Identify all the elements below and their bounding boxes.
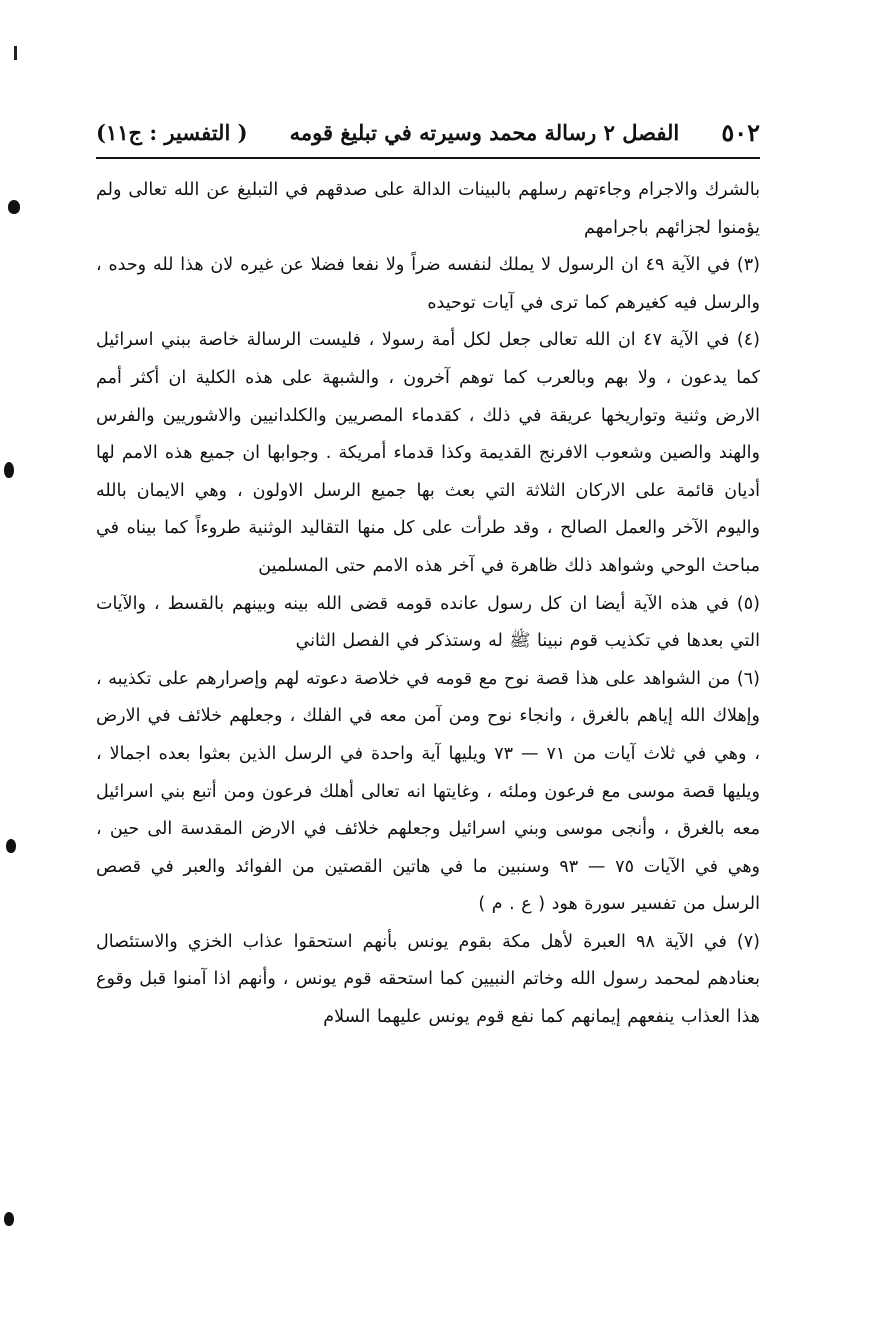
paragraph-4: (٤) في الآية ٤٧ ان الله تعالى جعل لكل أمة رسولا ، فليست الرسالة خاصة ببني اسرائيل كما يدعون ، ولا بهم وبالعرب كما توهم آخرون ، والشبهة على هذه الكلية ان أكثر أمم الارض وثنية وتواريخها عريقة في ذلك ، كقدماء المصريين والكلدانيين والاشوريين والفرس والهند والصين وشعوب الافرنج القديمة وكذا قدماء أمريكة . وجوابها ان جميع هذه الامم لها أديان قائمة على الاركان الثلاثة التي بعث بها جميع الرسل الاولون ، وهي الايمان بالله واليوم الآخر والعمل الصالح ، وقد طرأت على كل منها التقاليد الوثنية طروءاً كما بيناه في مباحث الوحي وشواهد ذلك ظاهرة في آخر هذه الامم حتى المسلمين [96,330,760,576]
running-header [96,112,760,152]
paragraph-7: (٧) في الآية ٩٨ العبرة لأهل مكة بقوم يونس بأنهم استحقوا عذاب الخزي والاستئصال بعنادهم لمحمد رسول الله وخاتم النبيين كما استحقه قوم يونس ، وأنهم اذا آمنوا قبل وقوع هذا العذاب ينفعهم إيمانهم كما نفع قوم يونس عليهما السلام [96,931,760,1028]
binding-hole-mark [4,1212,14,1226]
chapter-title: الفصل ٢ رسالة محمد وسيرته في تبليغ قومه [289,119,680,145]
binding-hole-mark [8,200,20,214]
margin-mark [14,46,17,60]
binding-hole-mark [6,839,16,853]
binding-hole-mark [4,462,14,478]
volume-label: ( التفسير : ج١١) [96,119,248,145]
paragraph-intro: بالشرك والاجرام وجاءتهم رسلهم بالبينات الدالة على صدقهم في التبليغ عن الله تعالى ولم يؤمنوا لجزائهم باجرامهم [96,180,760,238]
paragraph-6: (٦) من الشواهد على هذا قصة نوح مع قومه في خلاصة دعوته لهم وإصرارهم على تكذيبه ، وإهلاك الله إياهم بالغرق ، وانجاء نوح ومن آمن معه في الفلك ، وجعلهم خلائف في الارض ، وهي في ثلاث آيات من ٧١ — ٧٣ ويليها آية واحدة في الرسل الذين بعثوا بعده اجمالا ، ويليها قصة موسى مع فرعون وملئه ، وغايتها انه تعالى أهلك فرعون ومن أتبع بني اسرائيل معه بالغرق ، وأنجى موسى وبني اسرائيل وجعلهم خلائف في الارض المقدسة الى حين ، وهي في الآيات ٧٥ — ٩٣ وسنبين ما في هاتين القصتين من الفوائد والعبر في قصص الرسل من تفسير سورة هود ( ع . م ) [96,668,761,915]
header-rule [96,157,760,159]
paragraph-5: (٥) في هذه الآية أيضا ان كل رسول عانده قومه قضى الله بينه وبينهم بالقسط ، والآيات التي بعدها في تكذيب قوم نبينا ﷺ له وستذكر في الفصل الثاني [96,593,760,652]
paragraph-3: (٣) في الآية ٤٩ ان الرسول لا يملك لنفسه ضراً ولا نفعا فضلا عن غيره لان هذا لله وحده ، والرسل فيه كغيرهم كما ترى في آيات توحيده [96,255,760,313]
page-number: ٥٠٢ [721,117,760,147]
body-text [96,172,760,1037]
